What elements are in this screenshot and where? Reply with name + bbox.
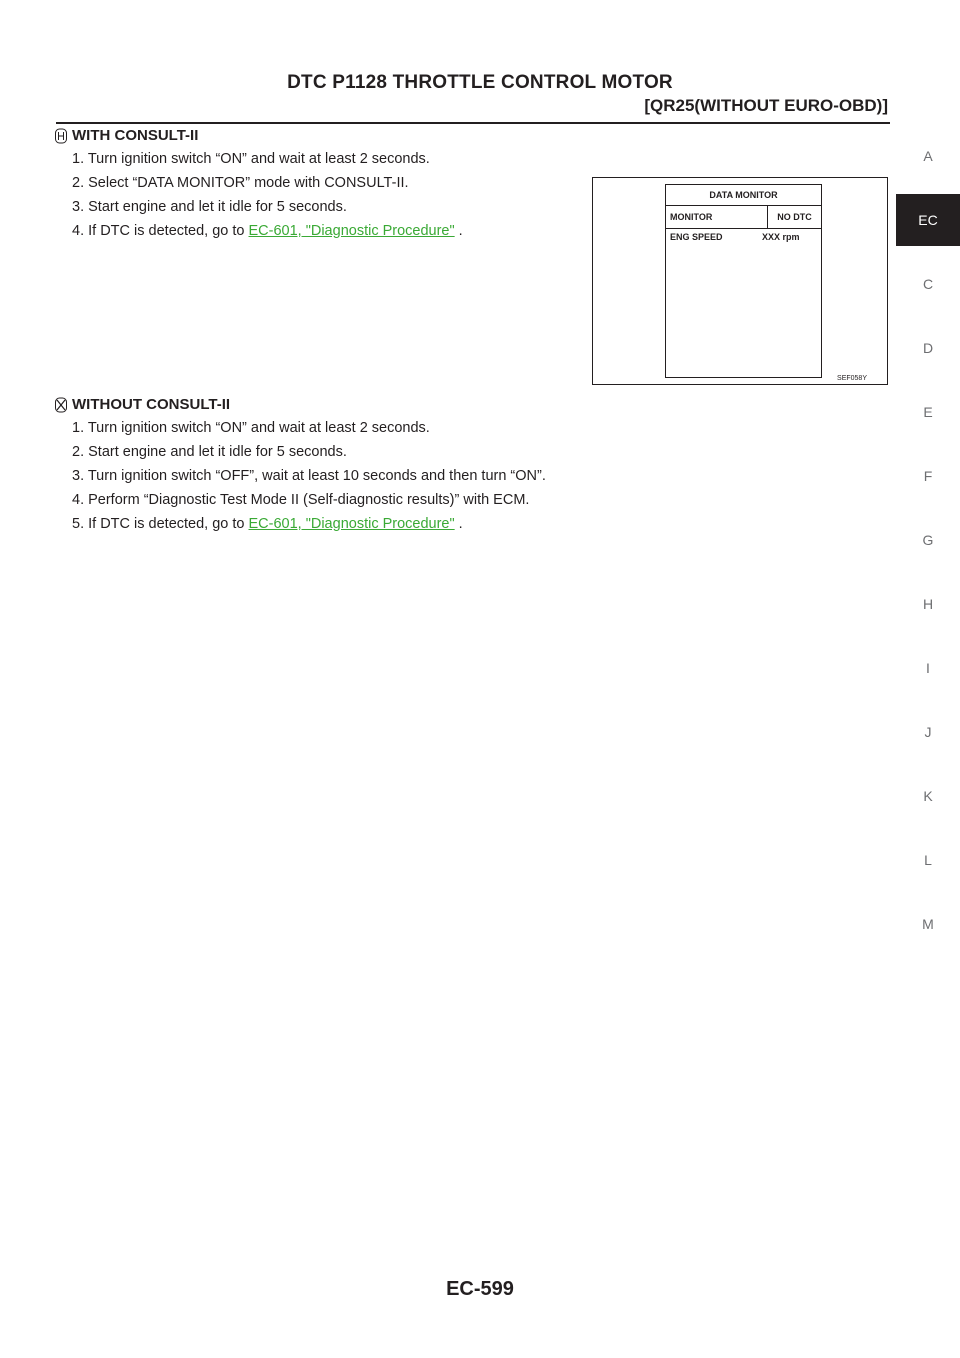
screen-header-row — [666, 206, 821, 229]
step-4-text: 4. If DTC is detected, go to — [72, 223, 249, 239]
screen-title: DATA MONITOR — [666, 185, 821, 206]
diagnostic-procedure-link-2[interactable]: EC-601, "Diagnostic Procedure" — [248, 516, 455, 532]
no-consult-icon — [54, 397, 68, 413]
step-5-text: 5. If DTC is detected, go to — [72, 516, 249, 532]
screen-data-row — [666, 229, 821, 245]
without-consult-step-2: 2. Start engine and let it idle for 5 seconds. — [72, 444, 347, 460]
section-tab-a[interactable]: A — [923, 148, 933, 164]
with-consult-heading-label: WITH CONSULT-II — [72, 127, 199, 144]
header-divider — [56, 122, 890, 124]
section-tab-g[interactable]: G — [922, 532, 934, 548]
without-consult-step-1: 1. Turn ignition switch “ON” and wait at least 2 seconds. — [72, 420, 430, 436]
monitor-column-header: MONITOR — [666, 206, 768, 228]
with-consult-step-1: 1. Turn ignition switch “ON” and wait at least 2 seconds. — [72, 151, 430, 167]
section-tab-l[interactable]: L — [924, 852, 932, 868]
figure-code: SEF058Y — [837, 375, 867, 382]
without-consult-step-5 — [72, 516, 463, 532]
section-tab-h[interactable]: H — [922, 596, 934, 612]
page-subtitle: [QR25(WITHOUT EURO-OBD)] — [644, 96, 888, 115]
no-dtc-column-header: NO DTC — [777, 212, 812, 222]
consult-screen — [665, 184, 822, 378]
eng-speed-value: XXX rpm — [762, 232, 800, 242]
with-consult-step-4 — [72, 223, 463, 239]
section-tab-i[interactable]: I — [926, 660, 930, 676]
section-tab-ec[interactable]: EC — [896, 194, 960, 246]
eng-speed-label: ENG SPEED — [670, 232, 723, 242]
section-tab-k[interactable]: K — [923, 788, 933, 804]
without-consult-step-3: 3. Turn ignition switch “OFF”, wait at least 10 seconds and then turn “ON”. — [72, 468, 546, 484]
page-number: EC-599 — [446, 1278, 514, 1300]
with-consult-step-2: 2. Select “DATA MONITOR” mode with CONSULT-II. — [72, 175, 409, 191]
without-consult-heading — [72, 396, 230, 413]
data-monitor-figure — [592, 177, 888, 385]
section-tab-e[interactable]: E — [923, 404, 933, 420]
without-consult-heading-label: WITHOUT CONSULT-II — [72, 396, 231, 413]
diagnostic-procedure-link[interactable]: EC-601, "Diagnostic Procedure" — [248, 223, 455, 239]
section-tab-d[interactable]: D — [922, 340, 934, 356]
section-tab-m[interactable]: M — [922, 916, 934, 932]
step-4-suffix: . — [454, 223, 463, 239]
with-consult-heading — [72, 127, 198, 144]
section-tab-c[interactable]: C — [922, 276, 934, 292]
without-consult-step-4: 4. Perform “Diagnostic Test Mode II (Self-diagnostic results)” with ECM. — [72, 492, 530, 508]
with-consult-step-3: 3. Start engine and let it idle for 5 seconds. — [72, 199, 347, 215]
section-tab-f[interactable]: F — [923, 468, 933, 484]
section-tab-j[interactable]: J — [924, 724, 932, 740]
page-title: DTC P1128 THROTTLE CONTROL MOTOR — [287, 72, 673, 93]
step-5-suffix: . — [454, 516, 463, 532]
consult-tool-icon — [54, 128, 68, 144]
